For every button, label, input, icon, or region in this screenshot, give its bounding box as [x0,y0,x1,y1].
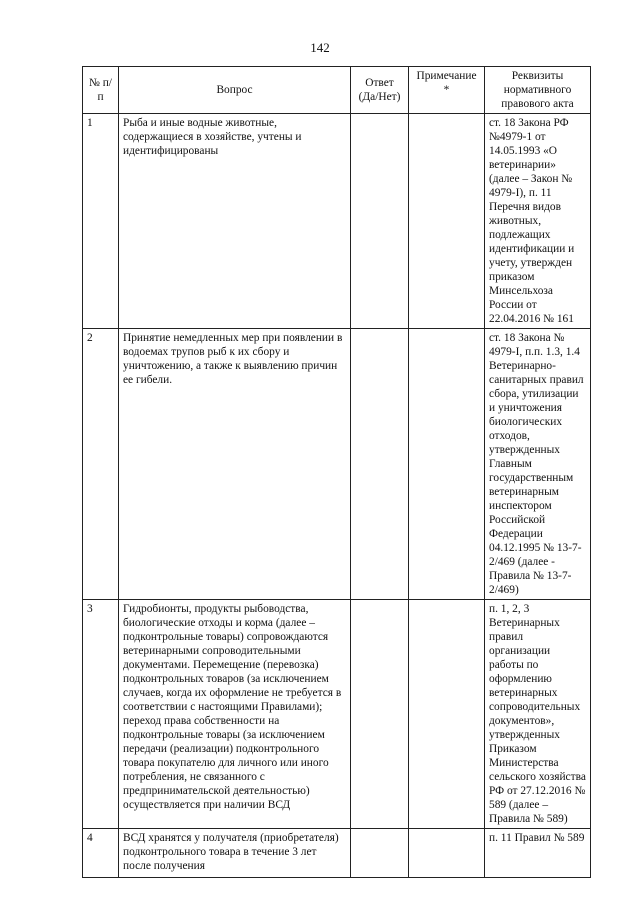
row-requisites: ст. 18 Закона РФ №4979-1 от 14.05.1993 «О ветеринарии» (далее – Закон № 4979-I), п. 11 Перечня видов животных, подлежащих идентификации и учету, утвержден приказом Минсельхоза России от 22.04.2016 № 161 [485,114,591,329]
header-requisites: Реквизиты нормативного правового акта [485,67,591,114]
row-num: 3 [83,600,119,829]
row-num: 2 [83,329,119,600]
row-note [409,829,485,878]
row-question: Гидробионты, продукты рыбоводства, биологические отходы и корма (далее – подконтрольные товары) сопровождаются ветеринарными сопроводительными документами. Перемещение (перевозка) подконтрольных товаров (за исключением случаев, когда их оформление не требуется в соответствии с настоящими Правилами); переход права собственности на подконтрольные товары (за исключением передачи (реализации) подконтрольного товара покупателю для личного или иного потребления, не связанного с предпринимательской деятельностью) осуществляется при наличии ВСД [119,600,351,829]
row-question: Рыба и иные водные животные, содержащиеся в хозяйстве, учтены и идентифицированы [119,114,351,329]
row-answer [351,329,409,600]
row-num: 1 [83,114,119,329]
row-answer [351,829,409,878]
row-num: 4 [83,829,119,878]
page-number: 142 [310,40,330,55]
row-question: Принятие немедленных мер при появлении в водоемах трупов рыб к их сбору и уничтожению, а также к выявлению причин ее гибели. [119,329,351,600]
row-answer [351,114,409,329]
row-question: ВСД хранятся у получателя (приобретателя) подконтрольного товара в течение 3 лет после получения [119,829,351,878]
header-answer: Ответ (Да/Нет) [351,67,409,114]
row-requisites: п. 1, 2, 3 Ветеринарных правил организации работы по оформлению ветеринарных сопроводительных документов», утвержденных Приказом Министерства сельского хозяйства РФ от 27.12.2016 № 589 (далее – Правила № 589) [485,600,591,829]
header-num: № п/п [83,67,119,114]
row-note [409,329,485,600]
table-row [83,829,591,878]
table-row [83,600,591,829]
header-question: Вопрос [119,67,351,114]
questions-table [82,66,591,878]
table-row [83,114,591,329]
row-requisites: п. 11 Правил № 589 [485,829,591,878]
row-answer [351,600,409,829]
header-note: Примечание * [409,67,485,114]
row-note [409,600,485,829]
table-header-row [83,67,591,114]
row-requisites: ст. 18 Закона № 4979-I, п.п. 1.3, 1.4 Ветеринарно-санитарных правил сбора, утилизации и уничтожения биологических отходов, утвержденных Главным государственным ветеринарным инспектором Российской Федерации 04.12.1995 № 13-7-2/469 (далее - Правила № 13-7-2/469) [485,329,591,600]
row-note [409,114,485,329]
table-row [83,329,591,600]
